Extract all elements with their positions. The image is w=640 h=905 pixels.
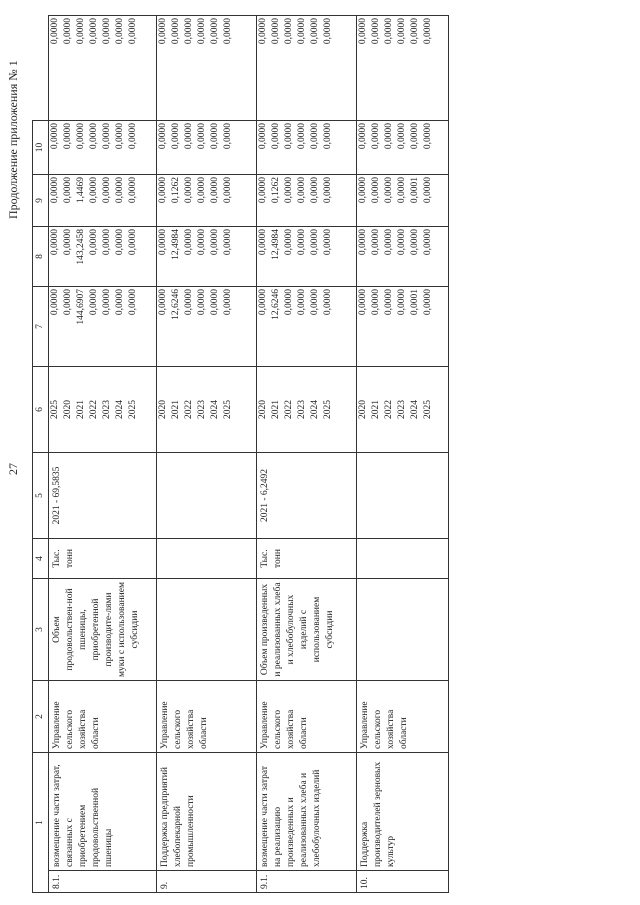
- col6-value: 0,0000: [210, 289, 220, 316]
- organization-cell: Управление сельского хозяйства области: [157, 681, 257, 753]
- col7-value: 0,0000: [323, 229, 333, 256]
- col8-value: 0,0000: [323, 177, 333, 204]
- col9-value: 0,0000: [397, 123, 407, 150]
- col8-value: 0,0000: [158, 177, 168, 204]
- col6-value: 0,0000: [323, 289, 333, 316]
- year-column: [49, 367, 157, 453]
- col7-column: [49, 227, 157, 287]
- col10-value: 0,0000: [50, 18, 60, 45]
- column-header: 3: [33, 579, 49, 681]
- col8-value: 0,0000: [128, 177, 138, 204]
- organization-cell: Управление сельского хозяйства области: [257, 681, 357, 753]
- col7-value: 0,0000: [63, 229, 73, 256]
- col10-value: 0,0000: [310, 18, 320, 45]
- col9-column: [157, 121, 257, 175]
- col10-value: 0,0000: [384, 18, 394, 45]
- col6-column: [257, 287, 357, 367]
- col9-value: 0,0000: [171, 123, 181, 150]
- col7-value: 12,4984: [271, 229, 281, 260]
- col6-value: 0,0000: [89, 289, 99, 316]
- year-value: 2023: [397, 400, 407, 419]
- col9-value: 0,0000: [158, 123, 168, 150]
- col9-value: 0,0000: [258, 123, 268, 150]
- table-row: [257, 16, 357, 893]
- col10-column: [257, 16, 357, 121]
- col7-value: 0,0000: [197, 229, 207, 256]
- year-column: [357, 367, 449, 453]
- col10-value: 0,0000: [128, 18, 138, 45]
- year-value: 2020: [63, 400, 73, 419]
- col7-value: 0,0000: [50, 229, 60, 256]
- year-value: 2025: [423, 400, 433, 419]
- column-header-row: [33, 16, 49, 893]
- col7-value: 143,2458: [76, 229, 86, 265]
- year-value: 2024: [310, 400, 320, 419]
- col8-column: [49, 175, 157, 227]
- year-value: 2024: [210, 400, 220, 419]
- year-value: 2025: [128, 400, 138, 419]
- col9-value: 0,0000: [271, 123, 281, 150]
- col10-value: 0,0000: [89, 18, 99, 45]
- col9-value: 0,0000: [323, 123, 333, 150]
- col7-value: 0,0000: [284, 229, 294, 256]
- col6-value: 0,0000: [358, 289, 368, 316]
- unit-cell: Тыс. тонн: [257, 539, 357, 579]
- year-value: 2025: [223, 400, 233, 419]
- col7-value: 0,0000: [128, 229, 138, 256]
- year-value: 2020: [258, 400, 268, 419]
- col8-value: 0,0000: [371, 177, 381, 204]
- year-value: 2025: [50, 400, 60, 419]
- col9-value: 0,0000: [184, 123, 194, 150]
- col6-value: 0,0000: [102, 289, 112, 316]
- col7-value: 0,0000: [158, 229, 168, 256]
- col7-value: 0,0000: [115, 229, 125, 256]
- col8-column: [157, 175, 257, 227]
- year-value: 2023: [197, 400, 207, 419]
- indicator-cell: [357, 579, 449, 681]
- col8-value: 0,0000: [258, 177, 268, 204]
- year-value: 2022: [184, 400, 194, 419]
- col8-value: 0,0000: [397, 177, 407, 204]
- col6-column: [357, 287, 449, 367]
- organization-cell: Управление сельского хозяйства области: [49, 681, 157, 753]
- col6-value: 0,0000: [184, 289, 194, 316]
- unit-cell: Тыс. тонн: [49, 539, 157, 579]
- col9-value: 0,0000: [63, 123, 73, 150]
- col10-value: 0,0000: [115, 18, 125, 45]
- col7-value: 0,0000: [384, 229, 394, 256]
- year-column: [157, 367, 257, 453]
- col9-value: 0,0000: [284, 123, 294, 150]
- col8-column: [357, 175, 449, 227]
- col8-value: 0,0000: [358, 177, 368, 204]
- row-number: 8.1.: [49, 871, 157, 893]
- target-cell: 2021 - 69,5835: [49, 453, 157, 539]
- column-header: 2: [33, 681, 49, 753]
- col9-value: 0,0000: [384, 123, 394, 150]
- activity-cell: возмещение части затрат, связанных с приобретением продовольственной пшеницы: [49, 753, 157, 871]
- col8-value: 0,0000: [423, 177, 433, 204]
- col8-value: 0,0001: [410, 177, 420, 204]
- col10-column: [49, 16, 157, 121]
- col10-value: 0,0000: [297, 18, 307, 45]
- col10-value: 0,0000: [63, 18, 73, 45]
- col7-column: [357, 227, 449, 287]
- column-header: 6: [33, 367, 49, 453]
- col7-value: 0,0000: [310, 229, 320, 256]
- col8-value: 0,0000: [310, 177, 320, 204]
- col9-value: 0,0000: [128, 123, 138, 150]
- col8-value: 0,0000: [384, 177, 394, 204]
- col10-column: [157, 16, 257, 121]
- col9-value: 0,0000: [297, 123, 307, 150]
- column-header: 5: [33, 453, 49, 539]
- col10-value: 0,0000: [371, 18, 381, 45]
- page-number: 27: [6, 463, 20, 475]
- col7-value: 0,0000: [358, 229, 368, 256]
- activity-cell: Поддержка предприятий хлебопекарной промышленности: [157, 753, 257, 871]
- col6-value: 0,0000: [128, 289, 138, 316]
- col10-value: 0,0000: [76, 18, 86, 45]
- col6-value: 0,0000: [223, 289, 233, 316]
- col9-value: 0,0000: [410, 123, 420, 150]
- col7-value: 0,0000: [423, 229, 433, 256]
- col6-value: 0,0000: [115, 289, 125, 316]
- col6-value: 0,0000: [384, 289, 394, 316]
- col8-value: 0,0000: [223, 177, 233, 204]
- column-header: 10: [33, 121, 49, 175]
- col9-value: 0,0000: [115, 123, 125, 150]
- col9-value: 0,0000: [76, 123, 86, 150]
- year-value: 2021: [76, 400, 86, 419]
- year-column: [257, 367, 357, 453]
- col10-value: 0,0000: [197, 18, 207, 45]
- table-row: [157, 16, 257, 893]
- col10-value: 0,0000: [358, 18, 368, 45]
- col8-value: 0,0000: [115, 177, 125, 204]
- col8-value: 0,0000: [50, 177, 60, 204]
- col8-value: 1,4469: [76, 177, 86, 204]
- col7-value: 12,4984: [171, 229, 181, 260]
- col9-value: 0,0000: [197, 123, 207, 150]
- col6-value: 0,0000: [197, 289, 207, 316]
- activity-cell: Поддержка производителей зерновых культур: [357, 753, 449, 871]
- col9-value: 0,0000: [50, 123, 60, 150]
- unit-cell: [157, 539, 257, 579]
- col10-value: 0,0000: [423, 18, 433, 45]
- col8-value: 0,1262: [171, 177, 181, 204]
- row-number: 10.: [357, 871, 449, 893]
- col10-value: 0,0000: [210, 18, 220, 45]
- activity-cell: возмещение части затрат на реализацию произведенных и реализованных хлеба и хлебобулочных изделий: [257, 753, 357, 871]
- col8-column: [257, 175, 357, 227]
- column-header: 4: [33, 539, 49, 579]
- indicator-cell: Объем продовольствен-ной пшеницы, приобретенной производите-лями муки с использованием субсидии: [49, 579, 157, 681]
- year-value: 2022: [284, 400, 294, 419]
- col6-value: 12,6246: [171, 289, 181, 320]
- col6-value: 0,0000: [258, 289, 268, 316]
- col7-value: 0,0000: [297, 229, 307, 256]
- col7-value: 0,0000: [223, 229, 233, 256]
- year-value: 2020: [158, 400, 168, 419]
- col8-value: 0,0000: [210, 177, 220, 204]
- col6-value: 0,0000: [284, 289, 294, 316]
- col6-column: [157, 287, 257, 367]
- col7-value: 0,0000: [210, 229, 220, 256]
- col6-value: 0,0000: [397, 289, 407, 316]
- col8-value: 0,0000: [89, 177, 99, 204]
- year-value: 2021: [371, 400, 381, 419]
- col6-value: 0,0001: [410, 289, 420, 316]
- year-value: 2022: [384, 400, 394, 419]
- col8-value: 0,0000: [297, 177, 307, 204]
- continuation-label: Продолжение приложения № 1: [6, 60, 20, 219]
- target-cell: 2021 - 6,2492: [257, 453, 357, 539]
- col6-value: 12,6246: [271, 289, 281, 320]
- col9-value: 0,0000: [310, 123, 320, 150]
- row-number: 9.: [157, 871, 257, 893]
- col10-column: [357, 16, 449, 121]
- col10-value: 0,0000: [397, 18, 407, 45]
- year-value: 2020: [358, 400, 368, 419]
- col8-value: 0,0000: [184, 177, 194, 204]
- col10-value: 0,0000: [102, 18, 112, 45]
- col7-column: [157, 227, 257, 287]
- col7-column: [257, 227, 357, 287]
- col7-value: 0,0000: [371, 229, 381, 256]
- indicator-cell: Объем произведенных и реализованных хлеба и хлебобулочных изделий с использованием субсидии: [257, 579, 357, 681]
- col9-value: 0,0000: [223, 123, 233, 150]
- col9-value: 0,0000: [210, 123, 220, 150]
- col7-value: 0,0000: [89, 229, 99, 256]
- col6-value: 0,0000: [371, 289, 381, 316]
- col7-value: 0,0000: [184, 229, 194, 256]
- col6-value: 0,0000: [423, 289, 433, 316]
- col9-value: 0,0000: [89, 123, 99, 150]
- col6-value: 0,0000: [50, 289, 60, 316]
- col10-value: 0,0000: [410, 18, 420, 45]
- col9-value: 0,0000: [102, 123, 112, 150]
- column-header: 9: [33, 175, 49, 227]
- year-value: 2024: [410, 400, 420, 419]
- col10-value: 0,0000: [171, 18, 181, 45]
- col9-value: 0,0000: [423, 123, 433, 150]
- indicator-cell: [157, 579, 257, 681]
- unit-cell: [357, 539, 449, 579]
- col9-column: [49, 121, 157, 175]
- col9-value: 0,0000: [371, 123, 381, 150]
- col9-column: [357, 121, 449, 175]
- row-number: 9.1.: [257, 871, 357, 893]
- col7-value: 0,0000: [258, 229, 268, 256]
- target-cell: [157, 453, 257, 539]
- data-table: [32, 15, 449, 893]
- col6-value: 144,6907: [76, 289, 86, 325]
- col6-value: 0,0000: [63, 289, 73, 316]
- year-value: 2021: [271, 400, 281, 419]
- year-value: 2023: [297, 400, 307, 419]
- col6-value: 0,0000: [297, 289, 307, 316]
- year-value: 2022: [89, 400, 99, 419]
- col9-column: [257, 121, 357, 175]
- table-row: [49, 16, 157, 893]
- year-value: 2023: [102, 400, 112, 419]
- table-row: [357, 16, 449, 893]
- col10-value: 0,0000: [184, 18, 194, 45]
- col8-value: 0,0000: [197, 177, 207, 204]
- col9-value: 0,0000: [358, 123, 368, 150]
- col10-value: 0,0000: [323, 18, 333, 45]
- col6-column: [49, 287, 157, 367]
- year-value: 2021: [171, 400, 181, 419]
- col7-value: 0,0000: [410, 229, 420, 256]
- column-header: 7: [33, 287, 49, 367]
- col7-value: 0,0000: [102, 229, 112, 256]
- target-cell: [357, 453, 449, 539]
- col10-value: 0,0000: [158, 18, 168, 45]
- col8-value: 0,1262: [271, 177, 281, 204]
- column-header: 1: [33, 753, 49, 893]
- organization-cell: Управление сельского хозяйства области: [357, 681, 449, 753]
- col10-value: 0,0000: [284, 18, 294, 45]
- year-value: 2024: [115, 400, 125, 419]
- column-header: 8: [33, 227, 49, 287]
- col6-value: 0,0000: [310, 289, 320, 316]
- col10-value: 0,0000: [258, 18, 268, 45]
- year-value: 2025: [323, 400, 333, 419]
- col8-value: 0,0000: [102, 177, 112, 204]
- col8-value: 0,0000: [63, 177, 73, 204]
- col6-value: 0,0000: [158, 289, 168, 316]
- col8-value: 0,0000: [284, 177, 294, 204]
- col7-value: 0,0000: [397, 229, 407, 256]
- col10-value: 0,0000: [223, 18, 233, 45]
- col10-value: 0,0000: [271, 18, 281, 45]
